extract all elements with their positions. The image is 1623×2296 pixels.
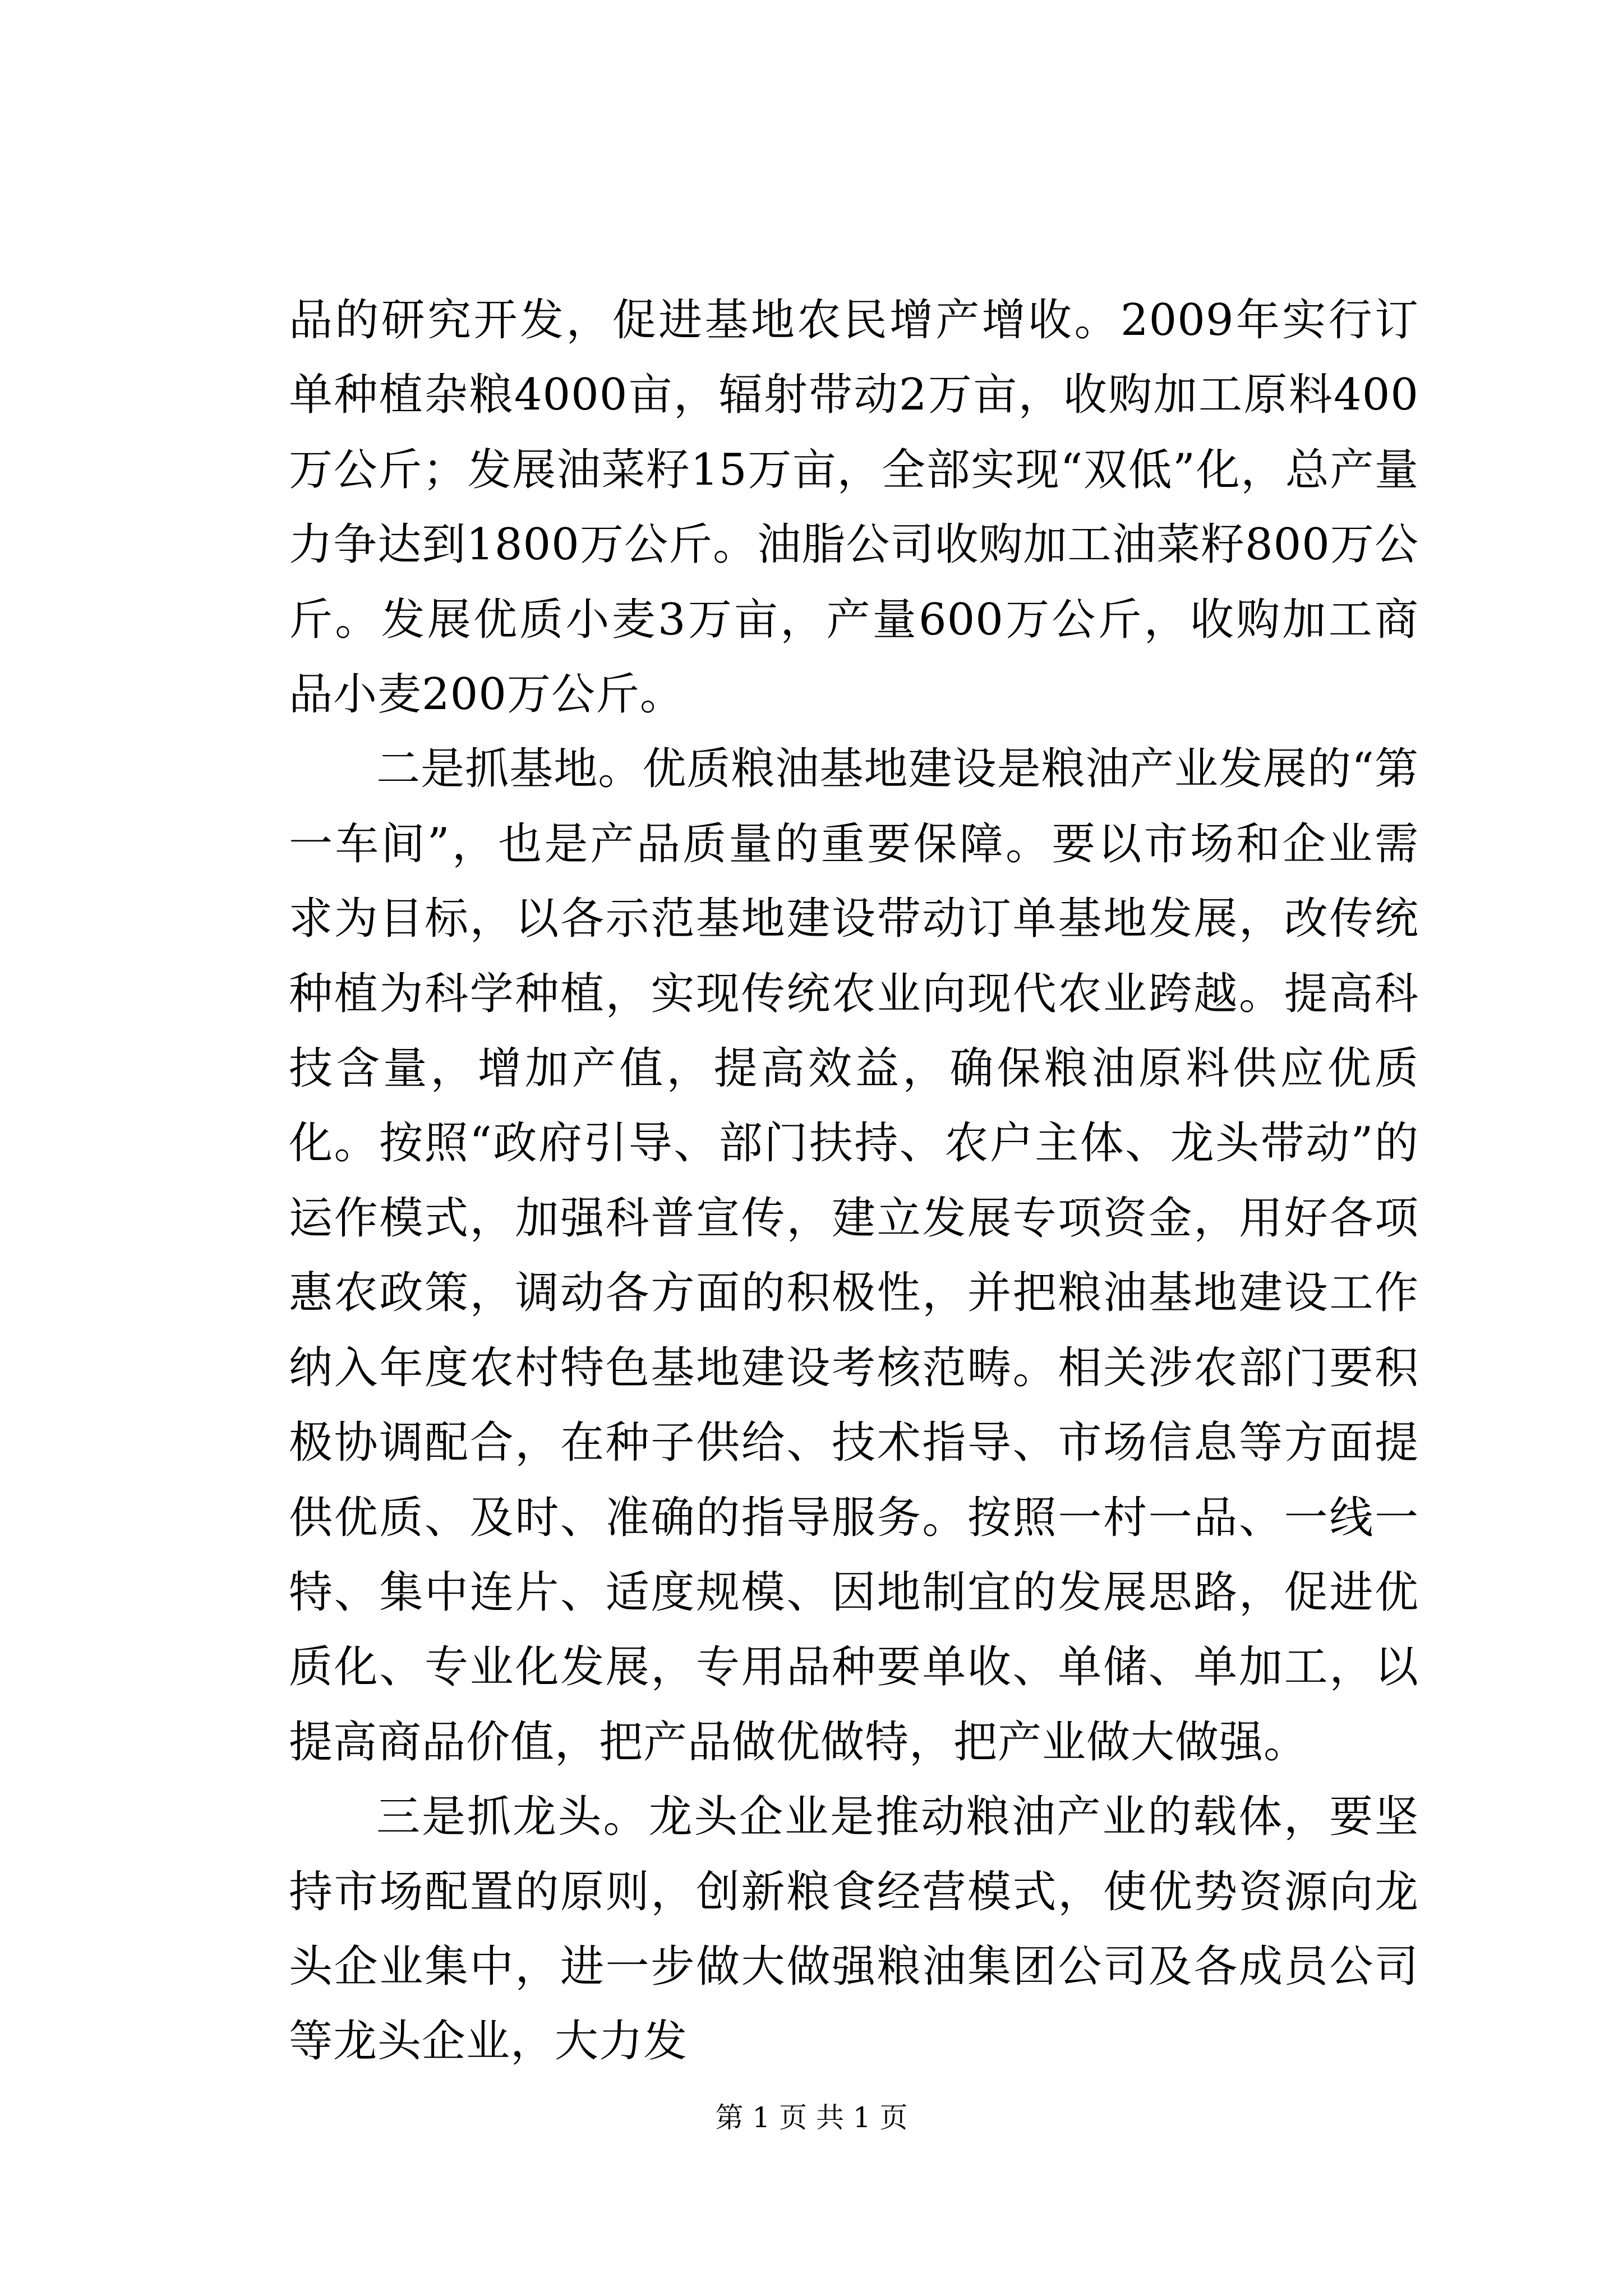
- paragraph-base-construction: 二是抓基地。优质粮油基地建设是粮油产业发展的“第一车间”，也是产品质量的重要保障。要以市场和企业需求为目标，以各示范基地建设带动订单基地发展，改传统种植为科学种植，实现传统农业向现代农业跨越。提高科技含量，增加产值，提高效益，确保粮油原料供应优质化。按照“政府引导、部门扶持、农户主体、龙头带动”的运作模式，加强科普宣传，建立发展专项资金，用好各项惠农政策，调动各方面的积极性，并把粮油基地建设工作纳入年度农村特色基地建设考核范畴。相关涉农部门要积极协调配合，在种子供给、技术指导、市场信息等方面提供优质、及时、准确的指导服务。按照一村一品、一线一特、集中连片、适度规模、因地制宜的发展思路，促进优质化、专业化发展，专用品种要单收、单储、单加工，以提高商品价值，把产品做优做特，把产业做大做强。: [289, 744, 1419, 1768]
- paragraph-continuation: 品的研究开发，促进基地农民增产增收。2009年实行订单种植杂粮4000亩，辐射带动2万亩，收购加工原料400万公斤；发展油菜籽15万亩，全部实现“双低”化，总产量力争达到1800万公斤。油脂公司收购加工油菜籽800万公斤。发展优质小麦3万亩，产量600万公斤，收购加工商品小麦200万公斤。: [289, 295, 1419, 720]
- paragraph-leading-enterprise: 三是抓龙头。龙头企业是推动粮油产业的载体，要坚持市场配置的原则，创新粮食经营模式，使优势资源向龙头企业集中，进一步做大做强粮油集团公司及各成员公司等龙头企业，大力发: [289, 1792, 1419, 2067]
- page-footer: 第 1 页 共 1 页: [715, 2101, 908, 2134]
- document-body: [289, 283, 1419, 2079]
